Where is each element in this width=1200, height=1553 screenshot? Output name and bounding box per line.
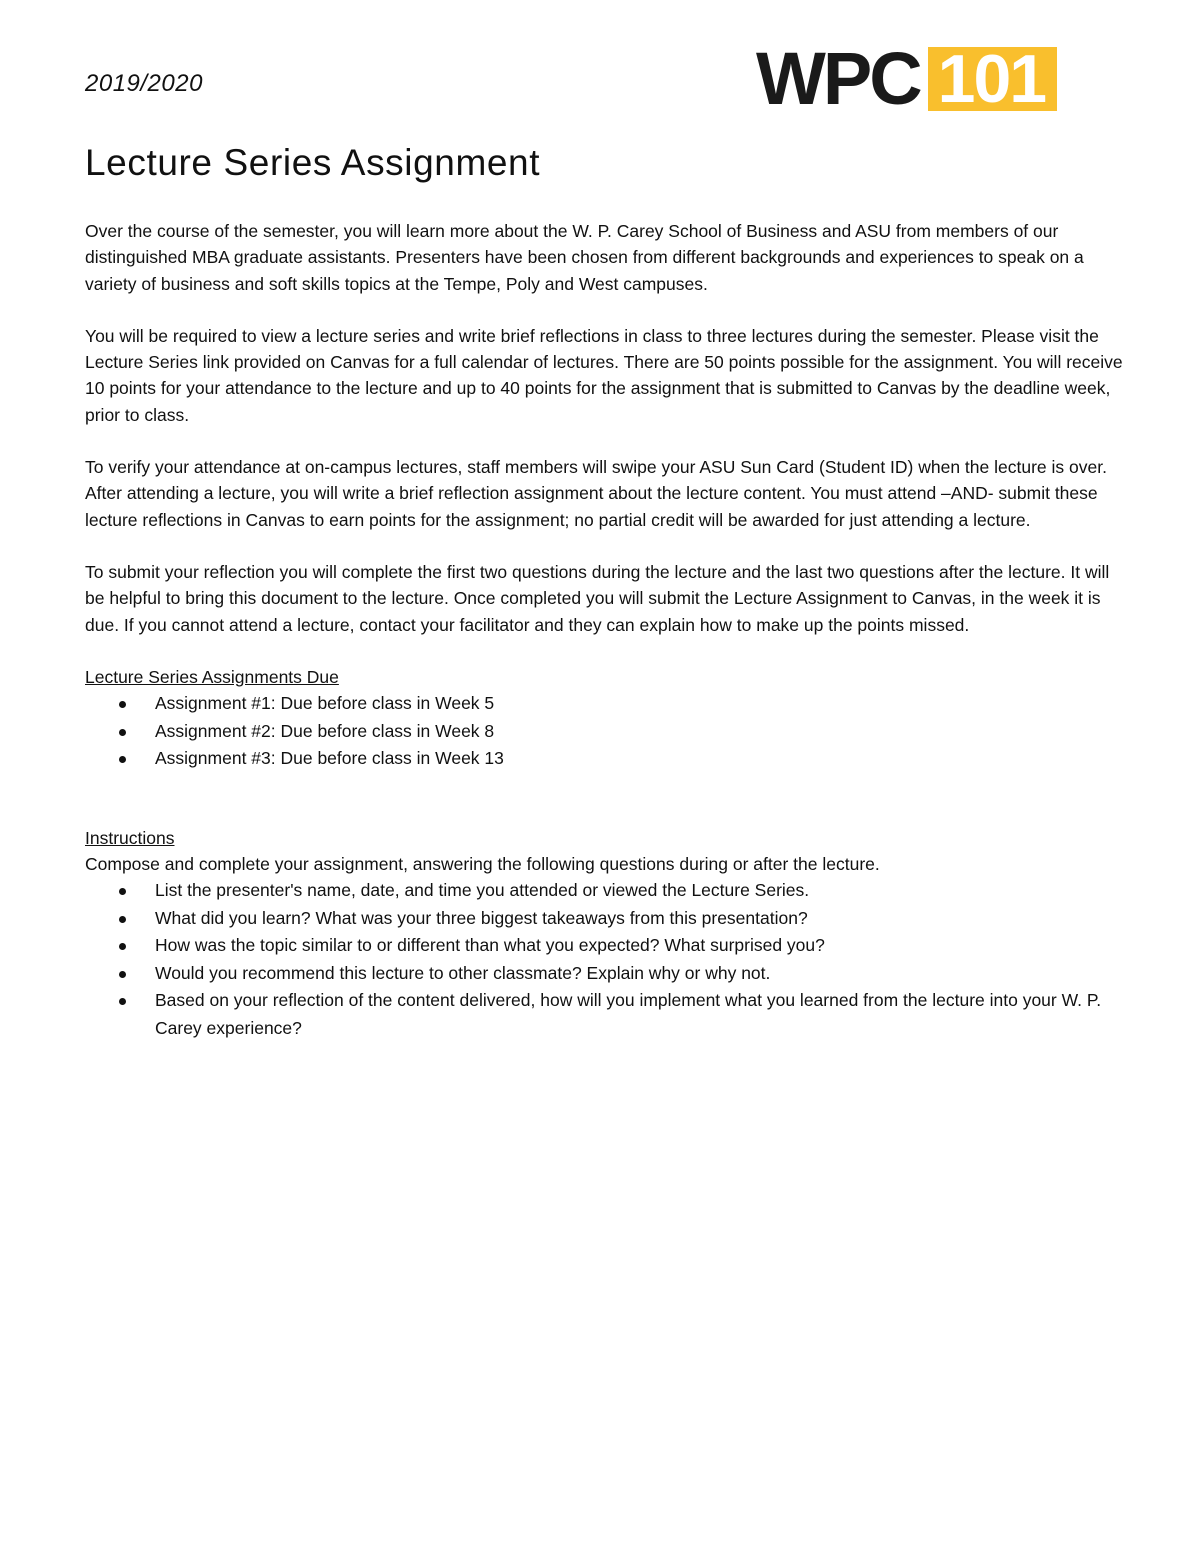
requirements-paragraph: You will be required to view a lecture series and write brief reflections in class to three lectures during the semester. Please visit the Lecture Series link provided on Canvas for a full calendar of lectures. There are 50 points possible for the assignment. You will receive 10 points for your attendance to the lecture and up to 40 points for the assignment that is submitted to Canvas by the deadline week, prior to class. [85,325,1123,425]
instructions-list [85,877,1130,1042]
logo-wpc-text: WPC [756,37,920,120]
submission-paragraph: To submit your reflection you will complete the first two questions during the lecture and the last two questions after the lecture. It will be helpful to bring this document to the lecture. Once completed you will submit the Lecture Assignment to Canvas, in the week it is due. If you cannot attend a lecture, contact your facilitator and they can explain how to make up the points missed. [85,561,1110,635]
list-item [155,718,1130,746]
bullet-icon [119,916,126,923]
bullet-icon [119,729,126,736]
list-item-text: How was the topic similar to or different than what you expected? What surprised you? [155,935,825,956]
list-item-text: Assignment #1: Due before class in Week 5 [155,693,495,714]
bullet-icon [119,998,126,1005]
bullet-icon [119,971,126,978]
page-title: Lecture Series Assignment [85,142,541,183]
list-item [155,932,1130,960]
due-list [85,690,1130,773]
list-item-text: Assignment #3: Due before class in Week 13 [155,748,504,769]
attendance-paragraph: To verify your attendance at on-campus lectures, staff members will swipe your ASU Sun Card (Student ID) when the lecture is over. After attending a lecture, you will write a brief reflection assignment about the lecture content. You must attend –AND- submit these lecture reflections in Canvas to earn points for the assignment; no partial credit will be awarded for just attending a lecture. [85,457,1107,530]
academic-year: 2019/2020 [85,70,203,97]
bullet-icon [119,943,126,950]
list-item [155,905,1130,933]
list-item [155,987,1130,1042]
list-item-text: Would you recommend this lecture to other classmate? Explain why or why not. [155,962,771,983]
instructions-intro: Compose and complete your assignment, answering the following questions during or after the lecture. [85,853,880,874]
list-item [155,960,1130,988]
bullet-icon [119,756,126,763]
list-item-text: Assignment #2: Due before class in Week 8 [155,720,495,741]
document-body [85,218,1130,1042]
intro-paragraph: Over the course of the semester, you will learn more about the W. P. Carey School of Business and ASU from members of our distinguished MBA graduate assistants. Presenters have been chosen from different backgrounds and experiences to speak on a variety of business and soft skills topics at the Tempe, Poly and West campuses. [85,221,1084,294]
instructions-heading: Instructions [85,827,175,848]
list-item-text: What did you learn? What was your three biggest takeaways from this presentation? [155,907,808,928]
due-section-heading: Lecture Series Assignments Due [85,666,339,687]
list-item [155,690,1130,718]
list-item [155,877,1130,905]
list-item [155,745,1130,773]
bullet-icon [119,888,126,895]
bullet-icon [119,701,126,708]
list-item-text: Based on your reflection of the content delivered, how will you implement what you learned from the lecture into your W. P. Carey experience? [155,990,1102,1038]
wpc101-logo [756,37,1057,120]
list-item-text: List the presenter's name, date, and time you attended or viewed the Lecture Series. [155,880,810,901]
logo-number-badge: 101 [928,47,1057,111]
